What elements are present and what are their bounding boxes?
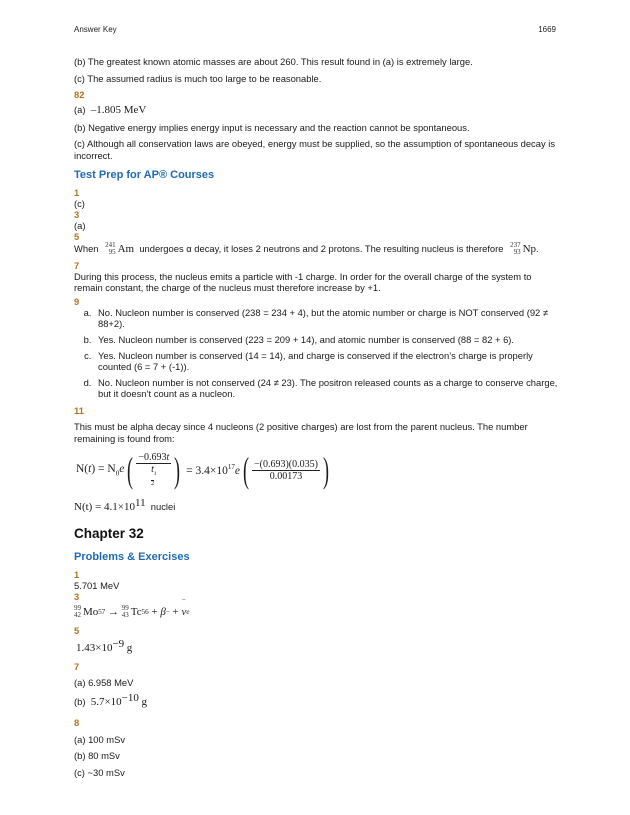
problem-number: 1 [74, 568, 80, 580]
problem-number: 11 [74, 404, 84, 416]
answer-text: (b) Negative energy implies energy input is necessary and the reaction cannot be spontaneous. [74, 121, 470, 133]
answer-key-body [74, 56, 560, 784]
problem-number: 1 [74, 186, 80, 198]
exponent: −9 [112, 637, 125, 650]
math-value: 5.7×10 [90, 696, 122, 709]
element-symbol: Am [117, 242, 135, 255]
chapter-heading: Chapter 32 [74, 525, 144, 541]
answer-text: (c) The assumed radius is much too large to be reasonable. [74, 72, 322, 84]
math-value: –1.805 MeV [90, 104, 147, 117]
problem-number: 8 [74, 716, 80, 728]
list-item: a. No. Nucleon number is conserved (238 = 234 + 4), but the atomic number or charge is NOT conserved (92 ≠ 88+2). [94, 307, 560, 330]
answer-text: (c) ~30 mSv [74, 767, 125, 779]
answer-text: (a) 6.958 MeV [74, 676, 134, 688]
problem-number: 9 [74, 295, 80, 307]
problem-number: 7 [74, 660, 80, 672]
answer-line [74, 498, 560, 514]
answer-text: (c) [74, 197, 85, 209]
header-left: Answer Key [74, 25, 117, 34]
list-item: d. No. Nucleon number is not conserved (24 ≠ 23). The positron released counts as a charge to conserve charge, but it doesn’t count as a nucleon. [94, 377, 560, 400]
list-item: c. Yes. Nucleon number is conserved (14 = 14), and charge is conserved if the electron’s charge is properly counted (6 = 7 + (-1)). [94, 350, 560, 373]
section-heading: Test Prep for AP® Courses [74, 168, 215, 181]
answer-text: undergoes α decay, it loses 2 neutrons and 2 protons. The resulting nucleus is therefore [139, 242, 504, 254]
page-number: 1669 [538, 25, 556, 34]
atomic-number: 93 [513, 248, 521, 257]
unit-label: nuclei [150, 501, 176, 513]
section-heading: Problems & Exercises [74, 550, 190, 563]
math-value: 1.43×10 [76, 641, 113, 654]
answer-text: (a) [74, 219, 86, 231]
answer-text: (b) The greatest known atomic masses are about 260. This result found in (a) is extremely large. [74, 56, 473, 67]
isotope-notation [105, 242, 116, 257]
exponent: −10 [121, 692, 139, 705]
answer-text: (a) 100 mSv [74, 733, 126, 745]
decay-reaction: 99 42 Mo 57 → 99 43 Tc 56 + β − + v ‾ e [74, 599, 190, 620]
atomic-number: 95 [108, 248, 116, 257]
math-value: N(t) = 4.1×10 [74, 501, 135, 514]
answer-text: (c) Although all conservation laws are obeyed, energy must be supplied, so the assumption of spontaneous decay is incorrect. [74, 138, 556, 161]
problem-number: 7 [74, 259, 80, 271]
answer-list [74, 307, 560, 400]
answer-text: During this process, the nucleus emits a particle with -1 charge. In order for the overall charge of the system to remain constant, the charge of the nucleus must therefore increase by +1. [74, 270, 532, 294]
problem-number: 3 [74, 590, 80, 602]
answer-text: This must be alpha decay since 4 nucleons (2 positive charges) are lost from the parent nucleus. The number remaining is found from: [74, 420, 528, 444]
answer-text: When [74, 242, 99, 254]
answer-line [76, 639, 560, 655]
decay-equation: $N(t) = N_0e$ ( −0.693t $t_1$ 2 ) = $3.4\times 10^{17}e$ ( $\frac{-(0.693)(0.035)}{0.00173}$ ) [76, 450, 329, 491]
answer-line [74, 104, 560, 117]
unit-label: g [141, 696, 147, 709]
element-symbol: Np [522, 242, 537, 255]
answer-label: (b) [74, 696, 86, 708]
answer-text: (b) 80 mSv [74, 750, 120, 762]
answer-line: When 241 95 Am undergoes α decay, it loses 2 neutrons and 2 protons. The resulting nucleus is therefore 237 93 Np. [74, 240, 539, 257]
answer-line [74, 693, 560, 709]
problem-number: 5 [74, 624, 80, 636]
problem-number: 3 [74, 208, 80, 220]
mass-number: 237 [510, 240, 521, 249]
problem-number: 82 [74, 89, 85, 101]
exponent: 11 [134, 497, 146, 510]
answer-text: 5.701 MeV [74, 579, 120, 591]
isotope-notation [510, 242, 521, 257]
mass-number: 241 [105, 240, 116, 249]
list-item: b. Yes. Nucleon number is conserved (223 = 209 + 14), and atomic number is conserved (88 = 82 + 6). [94, 334, 560, 346]
unit-label: g [126, 641, 133, 654]
answer-label: (a) [74, 104, 86, 116]
problem-number: 5 [74, 230, 80, 242]
